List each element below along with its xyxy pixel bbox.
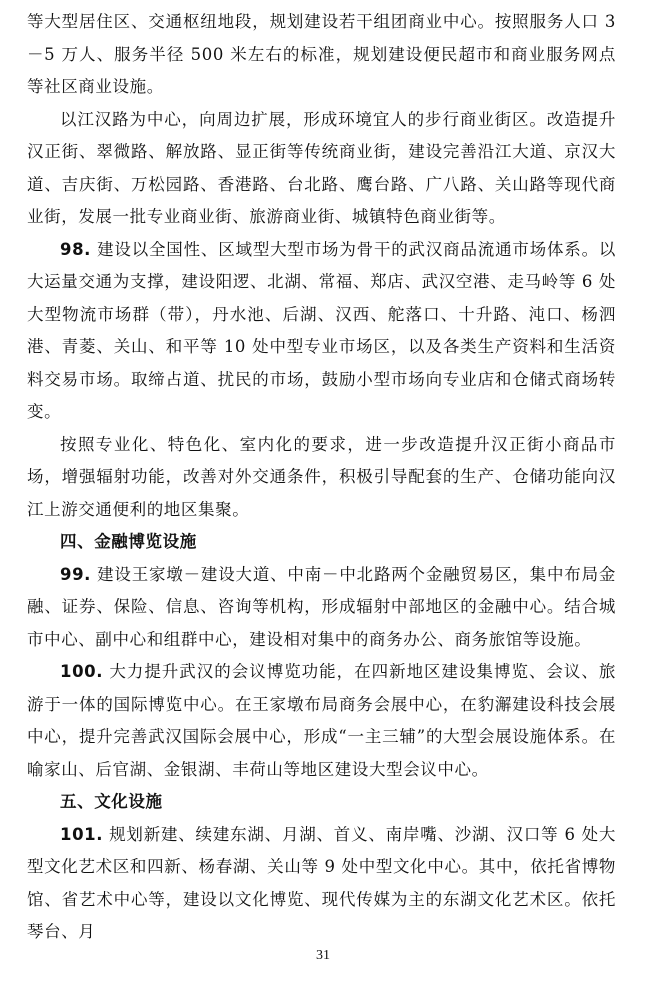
page-number: 31 [316,948,330,963]
paragraph-pedestrian-streets [27,104,616,234]
paragraph-item-100 [27,656,616,786]
paragraph-item-101 [27,819,616,949]
item-number: 98. [60,239,92,259]
paragraph-text: 等大型居住区、交通枢纽地段，规划建设若干组团商业中心。按照服务人口 3－5 万人、服务半径 500 米左右的标准，规划建设便民超市和商业服务网点等社区商业设施。 [27,12,616,96]
paragraph-text: 建设以全国性、区域型大型市场为骨干的武汉商品流通市场体系。以大运量交通为支撑，建设阳逻、北湖、常福、郑店、武汉空港、走马岭等 6 处大型物流市场群（带），丹水池、后湖、汉西、舵落口、十升路、沌口、杨泗港、青菱、关山、和平等 10 处中型专业市场区，以及各类生产资料和生活资料交易市场。取缔占道、扰民的市场，鼓励小型市场向专业店和仓储式商场转变。 [27,239,616,421]
paragraph-market-upgrade [27,429,616,527]
paragraph-item-98 [27,234,616,429]
item-number: 100. [60,662,104,681]
paragraph-text: 规划新建、续建东湖、月湖、首义、南岸嘴、沙湖、汉口等 6 处大型文化艺术区和四新、杨春湖、关山等 9 处中型文化中心。其中，依托省博物馆、省艺术中心等，建设以文化博览、现代传媒为主的东湖文化艺术区。依托琴台、月 [27,824,616,941]
section-heading-finance: 四、金融博览设施 [60,532,197,551]
paragraph-residential-centers [27,6,616,104]
paragraph-text: 大力提升武汉的会议博览功能，在四新地区建设集博览、会议、旅游于一体的国际博览中心。在王家墩布局商务会展中心，在豹澥建设科技会展中心，提升完善武汉国际会展中心，形成“一主三辅”的大型会展设施体系。在喻家山、后官湖、金银湖、丰荷山等地区建设大型会议中心。 [27,662,616,779]
paragraph-text: 以江汉路为中心，向周边扩展，形成环境宜人的步行商业街区。改造提升汉正街、翠微路、解放路、显正街等传统商业街，建设完善沿江大道、京汉大道、吉庆街、万松园路、香港路、台北路、鹰台路、广八路、关山路等现代商业街，发展一批专业商业街、旅游商业街、城镇特色商业街等。 [27,109,616,226]
paragraph-text: 建设王家墩－建设大道、中南－中北路两个金融贸易区，集中布局金融、证券、保险、信息、咨询等机构，形成辐射中部地区的金融中心。结合城市中心、副中心和组群中心，建设相对集中的商务办公、商务旅馆等设施。 [27,564,616,649]
item-number: 101. [60,824,104,844]
paragraph-text: 按照专业化、特色化、室内化的要求，进一步改造提升汉正街小商品市场，增强辐射功能，改善对外交通条件，积极引导配套的生产、仓储功能向汉江上游交通便利的地区集聚。 [27,434,616,519]
paragraph-item-99 [27,559,616,657]
item-number: 99. [60,564,92,584]
section-heading-culture: 五、文化设施 [60,792,163,811]
